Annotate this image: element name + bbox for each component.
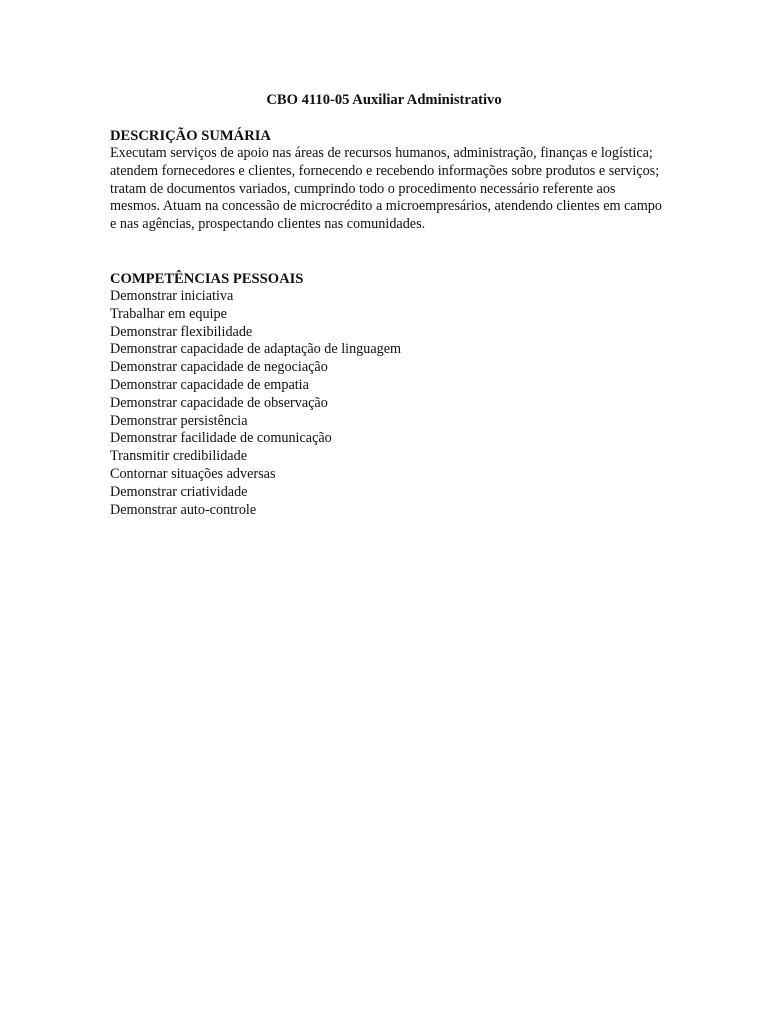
- competencies-section: [110, 270, 670, 519]
- competencies-list: [110, 288, 670, 519]
- competency-item: Demonstrar persistência: [110, 412, 248, 429]
- competencies-heading: COMPETÊNCIAS PESSOAIS: [110, 271, 304, 287]
- competency-item: Demonstrar capacidade de observação: [110, 394, 328, 411]
- competency-item: Demonstrar criatividade: [110, 483, 248, 500]
- competency-item: Demonstrar flexibilidade: [110, 323, 253, 340]
- competency-item: Contornar situações adversas: [110, 465, 276, 482]
- competency-item: Demonstrar auto-controle: [110, 501, 257, 518]
- competency-item: Transmitir credibilidade: [110, 448, 247, 465]
- competency-item: Demonstrar capacidade de adaptação de linguagem: [110, 341, 402, 358]
- description-section: [110, 127, 670, 234]
- description-heading: DESCRIÇÃO SUMÁRIA: [110, 128, 271, 144]
- competency-item: Trabalhar em equipe: [110, 305, 227, 322]
- competency-item: Demonstrar capacidade de negociação: [110, 359, 328, 376]
- competency-item: Demonstrar facilidade de comunicação: [110, 430, 332, 447]
- description-text: Executam serviços de apoio nas áreas de recursos humanos, administração, finanças e logística; atendem fornecedores e clientes, fornecendo e recebendo informações sobre produtos e serviços; tratam de documentos variados, cumprindo todo o procedimento necessário referente aos mesmos. Atuam na concessão de microcrédito a microempresários, atendendo clientes em campo e nas agências, prospectando clientes nas comunidades.: [110, 145, 662, 233]
- competency-item: Demonstrar iniciativa: [110, 288, 234, 304]
- competency-item: Demonstrar capacidade de empatia: [110, 376, 309, 393]
- document-title: CBO 4110-05 Auxiliar Administrativo: [266, 92, 502, 108]
